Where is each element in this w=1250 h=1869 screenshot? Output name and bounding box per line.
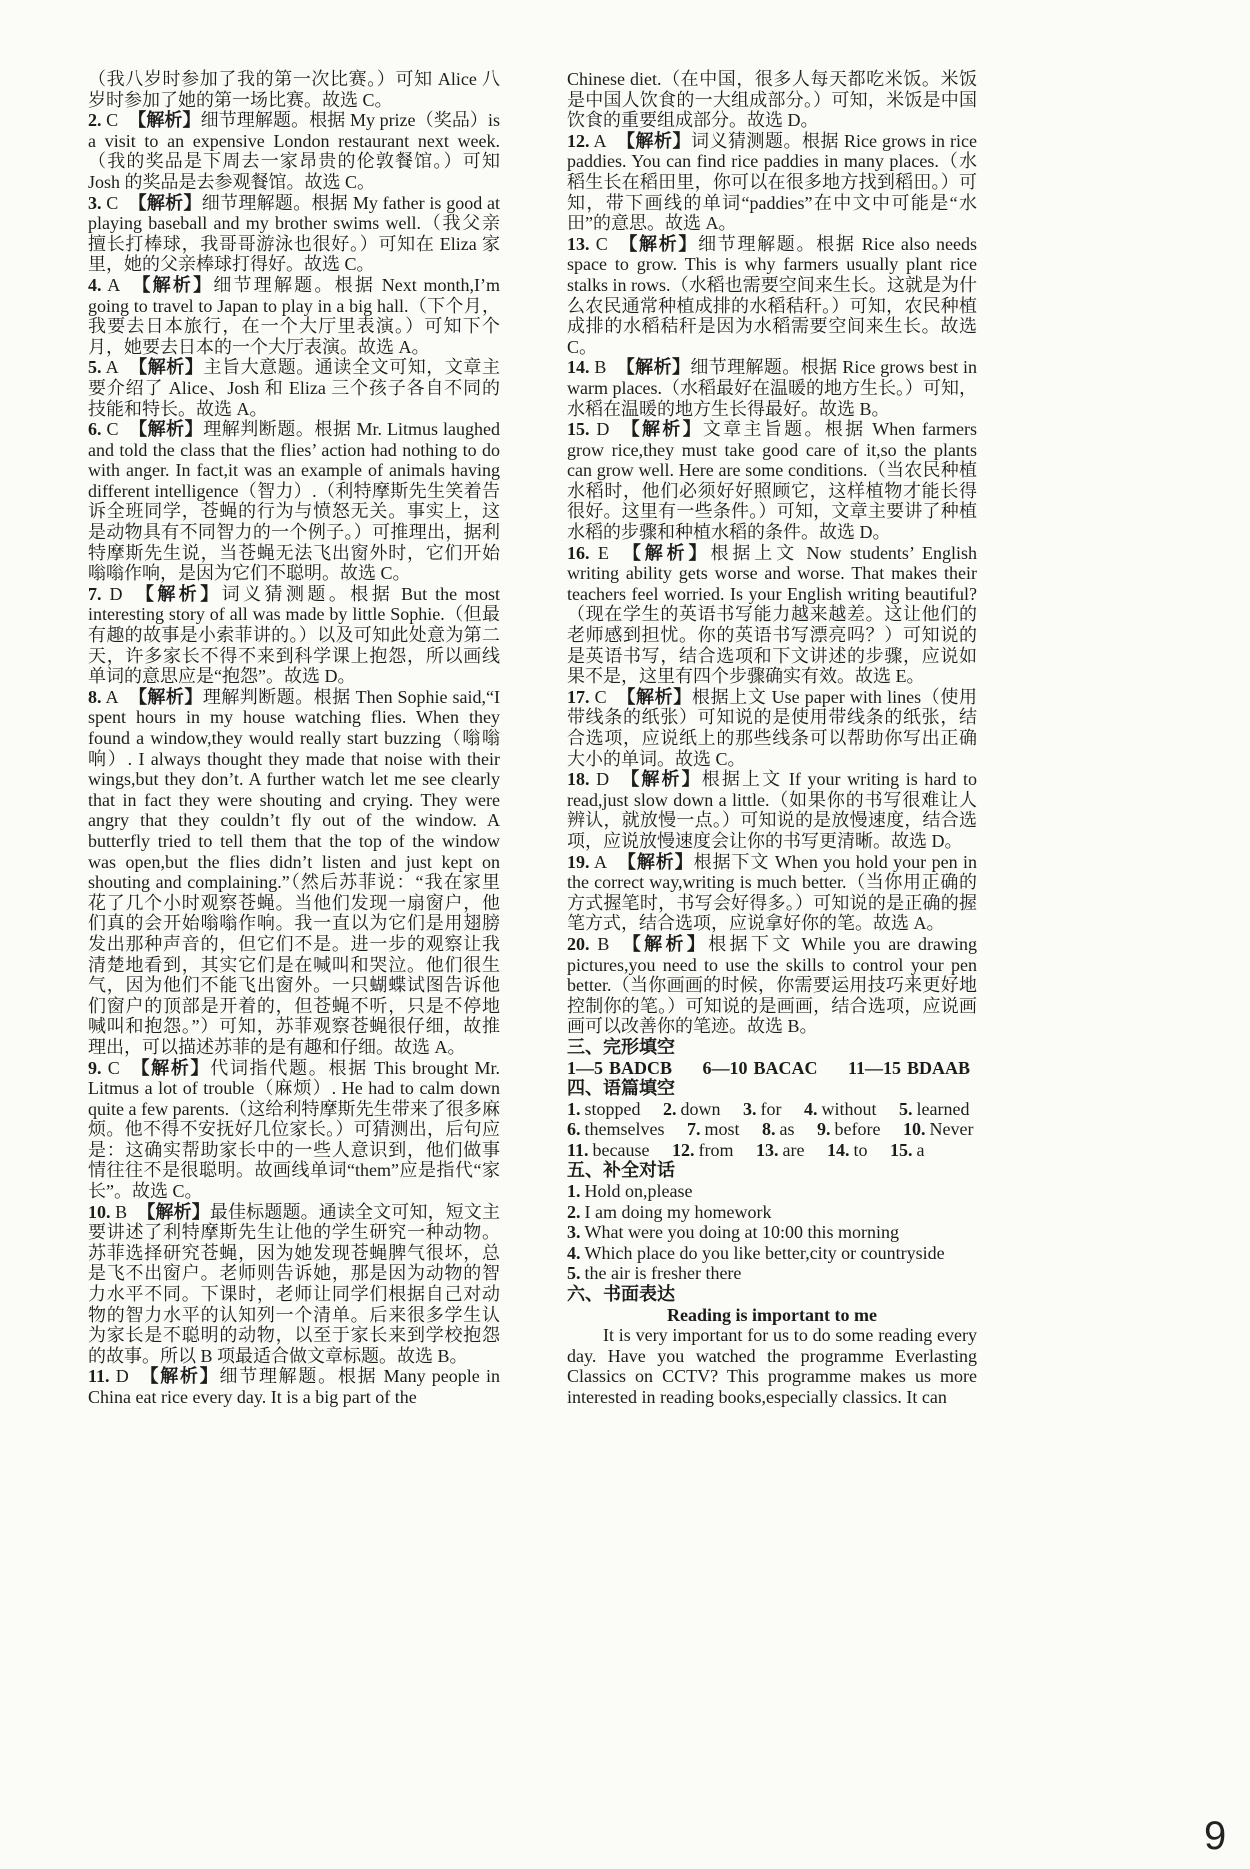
fill-answer [804, 1099, 877, 1119]
answer-item-16 [567, 543, 977, 687]
cloze-answers [567, 1058, 977, 1079]
item-number: 2. [88, 110, 102, 131]
analysis-tag: 【解析】 [128, 110, 201, 131]
analysis-tag: 【解析】 [618, 542, 711, 563]
fill-number: 14. [826, 1139, 850, 1160]
answer-item-8 [88, 687, 500, 1058]
item-answer: D [115, 1366, 129, 1387]
fill-answer [687, 1119, 740, 1139]
fill-number: 11. [567, 1139, 589, 1160]
analysis-text: 根据上文 If your writing is hard to read,just slow down a little.（如果你的书写很难让人辨认，就放慢一点。）可知说的是放慢速度，结合选项，应说放慢速度会让你的书写更清晰。故选 D。 [567, 769, 978, 851]
item-number: 17. [567, 686, 590, 707]
dialogue-number: 2. [567, 1201, 581, 1222]
analysis-tag: 【解析】 [619, 933, 709, 954]
analysis-tag: 【解析】 [616, 686, 692, 707]
fill-word: as [779, 1119, 795, 1140]
analysis-text: 根据下文 When you hold your pen in the correct way,writing is much better.（当你用正确的方式握笔时，书写会好得多。）可知说的是正确的握笔方式，结合选项，应说拿好你的笔。故选 A。 [567, 851, 978, 934]
item-answer: C [107, 1057, 120, 1078]
cloze-group [848, 1058, 970, 1078]
section-heading-cloze: 三、完形填空 [567, 1036, 675, 1057]
item-answer: C [594, 686, 607, 707]
dialogue-text: Hold on,please [584, 1181, 693, 1202]
answer-item-10 [88, 1202, 500, 1367]
analysis-tag: 【解析】 [128, 419, 204, 440]
answer-item-3 [88, 193, 500, 275]
fill-answer [890, 1140, 925, 1160]
analysis-tag: 【解析】 [138, 1366, 220, 1387]
answer-item-18 [567, 769, 977, 851]
fill-word: Never [929, 1119, 974, 1140]
fill-word: to [853, 1139, 868, 1160]
essay-title: Reading is important to me [667, 1304, 877, 1325]
dialogue-number: 3. [567, 1222, 581, 1243]
item-answer: B [597, 933, 610, 954]
analysis-tag: 【解析】 [128, 192, 202, 213]
item-number: 14. [567, 357, 590, 378]
continued-text: Chinese diet.（在中国，很多人每天都吃米饭。米饭是中国人饮食的一大组成部分。）可知，米饭是中国饮食的重要组成部分。故选 D。 [567, 69, 977, 131]
fill-number: 3. [743, 1098, 757, 1119]
fill-answer [672, 1140, 734, 1160]
dialogue-text: I am doing my homework [584, 1201, 772, 1222]
cloze-letters: BACAC [753, 1057, 818, 1078]
fill-number: 7. [686, 1119, 701, 1140]
item-answer: D [596, 419, 610, 440]
fill-word: from [698, 1139, 734, 1160]
analysis-text: 最佳标题题。通读全文可知，短文主要讲述了利特摩斯先生让他的学生研究一种动物。苏菲选择研究苍蝇，因为她发现苍蝇脾气很坏，总是飞不出窗户。老师则告诉她，那是因为动物的智力水平不同。下课时，老师让同学们根据自己对动物的智力水平的认知列一个清单。后来很多学生认为家长是不聪明的动物，以至于家长来到学校抱怨的故事。所以 B 项最适合做文章标题。故选 B。 [88, 1201, 501, 1366]
item-answer: B [115, 1201, 128, 1222]
analysis-text: 主旨大意题。通读全文可知，文章主要介绍了 Alice、Josh 和 Eliza 三个孩子各自不同的技能和特长。故选 A。 [88, 357, 500, 419]
item-number: 8. [88, 686, 102, 707]
dialogue-line [567, 1243, 977, 1264]
analysis-text: 理解判断题。根据 Then Sophie said,“I spent hours in my house watching flies. When they found a window,they would really start buzzing（嗡嗡响）. I always thought they made that noise with their wings,but they don’t. A further watch let me see clearly that in fact they were shouting and crying. They were angry that they couldn’t fly out of the window. A butterfly tried to tell them that the top of the window was open,but the flies didn’t listen and just kept on shouting and complaining.”（然后苏菲说：“我在家里花了几个小时观察苍蝇。当他们发现一扇窗户，他们真的会开始嗡嗡作响。我一直以为它们是用翅膀发出那种声音的，但它们不是。进一步的观察让我清楚地看到，其实它们是在喊叫和哭泣。他们很生气，因为他们不能飞出窗外。一只蝴蝶试图告诉他们窗户的顶部是开着的，但苍蝇不听，只是不停地喊叫和抱怨。”）可知，苏菲观察苍蝇很仔细，故推理出，可以描述苏菲的是有趣和仔细。故选 A。 [88, 686, 500, 1057]
cloze-range: 6—10 [702, 1057, 748, 1078]
analysis-text: 根据下文 While you are drawing pictures,you need to use the skills to control your pen better.（当你画画的时候，你需要运用技巧来更好地控制你的笔。）可知说的是画画，结合选项，应说画画可以改善你的笔迹。故选 B。 [567, 933, 978, 1037]
passage-fill-row [567, 1099, 977, 1120]
answer-item-17 [567, 687, 977, 769]
dialogue-number: 1. [567, 1181, 581, 1202]
item-answer: D [109, 583, 123, 604]
cloze-group [703, 1058, 818, 1078]
fill-answer [756, 1140, 804, 1160]
item-number: 7. [88, 583, 102, 604]
fill-word: learned [916, 1098, 970, 1119]
fill-answer [567, 1140, 649, 1160]
answer-item-2 [88, 110, 500, 192]
dialogue-line [567, 1222, 977, 1243]
analysis-text: 细节理解题。根据 Many people in China eat rice every day. It is a big part of the [88, 1366, 501, 1407]
analysis-text: 理解判断题。根据 Mr. Litmus laughed and told the class that the flies’ action had nothing to do with anger. In fact,it was an example of animals having different intelligence（智力）.（利特摩斯先生笑着告诉全班同学，苍蝇的行为与愤怒无关。事实上，这是动物具有不同智力的一个例子。）可推理出，据利特摩斯先生说，当苍蝇无法飞出窗外时，它们开始嗡嗡作响，是因为它们不聪明。故选 C。 [88, 419, 501, 584]
item-answer: B [594, 357, 607, 378]
item-answer: C [595, 233, 608, 254]
item-number: 12. [567, 130, 590, 151]
analysis-tag: 【解析】 [619, 419, 703, 440]
item-answer: A [593, 851, 607, 872]
analysis-text: 细节理解题。根据 My father is good at playing baseball and my brother swims well.（我父亲擅长打棒球，我哥哥游泳也很好。）可知在 Eliza 家里，她的父亲棒球打得好。故选 C。 [88, 192, 501, 275]
fill-number: 1. [567, 1098, 581, 1119]
dialogue-text: What were you doing at 10:00 this morning [584, 1222, 899, 1243]
analysis-text: 根据上文 Now students’ English writing ability gets worse and worse. That makes their teachers feel worried. Is your English writing beautiful?（现在学生的英语书写能力越来越差。这让他们的老师感到担忧。你的英语书写漂亮吗？）可知说的是英语书写，结合选项和下文讲述的步骤，应说如果不是，这里有四个步骤确实有效。故选 E。 [567, 542, 978, 687]
item-number: 5. [88, 357, 102, 378]
dialogue-text: the air is fresher there [584, 1263, 742, 1284]
fill-answer [827, 1140, 868, 1160]
item-number: 9. [88, 1057, 102, 1078]
fill-word: stopped [584, 1098, 641, 1119]
cloze-letters: BDAAB [907, 1057, 971, 1078]
continued-text: （我八岁时参加了我的第一次比赛。）可知 Alice 八岁时参加了她的第一场比赛。故选 C。 [88, 69, 500, 110]
analysis-tag: 【解析】 [130, 274, 214, 295]
fill-number: 8. [762, 1119, 776, 1140]
analysis-text: 词义猜测题。根据 But the most interesting story of all was made by little Sophie.（但最有趣的故事是小索菲讲的。）以及可知此处意为第二天，许多家长不得不来到科学课上抱怨，所以画线单词的意思应是“抱怨”。故选 D。 [88, 583, 501, 687]
fill-number: 15. [889, 1139, 913, 1160]
answer-item-13 [567, 234, 977, 358]
passage-fill-row [567, 1140, 977, 1161]
item-number: 10. [88, 1201, 111, 1222]
analysis-tag: 【解析】 [128, 357, 204, 378]
fill-number: 2. [663, 1098, 677, 1119]
analysis-text: 细节理解题。根据 Rice grows best in warm places.（水稻最好在温暖的地方生长。）可知，水稻在温暖的地方生长得最好。故选 B。 [567, 357, 978, 419]
item-answer: C [106, 192, 119, 213]
fill-word: for [760, 1098, 782, 1119]
answer-item-20 [567, 934, 977, 1037]
item-answer: C [106, 110, 119, 131]
analysis-text: 细节理解题。根据 My prize（奖品）is a visit to an expensive London restaurant next week.（我的奖品是下周去一家昂贵的伦敦餐馆。）可知 Josh 的奖品是去参观餐馆。故选 C。 [88, 110, 501, 192]
left-column [88, 69, 500, 1408]
cloze-letters: BADCB [609, 1057, 673, 1078]
fill-answer [762, 1119, 795, 1139]
item-number: 4. [88, 274, 102, 295]
dialogue-number: 4. [567, 1242, 581, 1263]
analysis-tag: 【解析】 [128, 686, 203, 707]
analysis-tag: 【解析】 [617, 233, 699, 254]
cloze-group [567, 1058, 672, 1078]
fill-word: because [592, 1139, 650, 1160]
analysis-tag: 【解析】 [129, 1057, 211, 1078]
section-heading-writing: 六、书面表达 [567, 1284, 675, 1305]
analysis-text: 细节理解题。根据 Rice also needs space to grow. This is why farmers usually plant rice stalks in rows.（水稻也需要空间来生长。这就是为什么农民通常种植成排的水稻秸秆。）可知，农民种植成排的水稻秸秆是因为水稻需要空间来生长。故选 C。 [567, 233, 978, 357]
analysis-text: 根据上文 Use paper with lines（使用带线条的纸张）可知说的是使用带线条的纸张，结合选项，应说纸上的那些线条可以帮助你写出正确大小的单词。故选 C。 [567, 686, 978, 769]
analysis-tag: 【解析】 [616, 357, 691, 378]
fill-word: down [680, 1098, 721, 1119]
essay-body: It is very important for us to do some reading every day. Have you watched the programme Everlasting Classics on CCTV? This programme makes us more interested in reading books,especially classics. It can [567, 1325, 977, 1407]
fill-answer [567, 1119, 664, 1139]
analysis-tag: 【解析】 [137, 1201, 210, 1222]
fill-word: are [782, 1139, 805, 1160]
analysis-text: 细节理解题。根据 Next month,I’m going to travel to Japan to play in a big hall.（下个月，我要去日本旅行，在一个大厅里表演。）可知下个月，她要去日本的一个大厅表演。故选 A。 [88, 274, 500, 357]
answer-item-19 [567, 852, 977, 934]
item-number: 3. [88, 192, 102, 213]
item-number: 15. [567, 419, 590, 440]
dialogue-line [567, 1263, 977, 1284]
fill-word: a [916, 1139, 925, 1160]
fill-number: 5. [899, 1098, 913, 1119]
answer-item-14 [567, 357, 977, 419]
page-number: 9 [1204, 1814, 1227, 1858]
fill-number: 6. [567, 1119, 581, 1140]
fill-answer [903, 1119, 973, 1139]
fill-answer [817, 1119, 880, 1139]
item-answer: A [107, 274, 121, 295]
analysis-tag: 【解析】 [616, 851, 694, 872]
analysis-tag: 【解析】 [616, 130, 692, 151]
analysis-text: 文章主旨题。根据 When farmers grow rice,they must take good care of it,so the plants can grow well. Here are some conditions.（当农民种植水稻时，他们必须好好照顾它，这样植物才能长得很好。这里有一些条件。）可知，文章主要讲了种植水稻的步骤和种植水稻的条件。故选 D。 [567, 419, 978, 543]
fill-word: most [704, 1119, 740, 1140]
item-number: 13. [567, 233, 590, 254]
fill-answer [567, 1099, 641, 1119]
analysis-tag: 【解析】 [132, 583, 222, 604]
cloze-range: 11—15 [848, 1057, 902, 1078]
fill-word: themselves [584, 1119, 665, 1140]
fill-number: 13. [755, 1139, 779, 1160]
answer-item-12 [567, 131, 977, 234]
item-number: 20. [567, 933, 590, 954]
dialogue-number: 5. [567, 1263, 581, 1284]
answer-item-15 [567, 419, 977, 543]
item-answer: A [105, 686, 119, 707]
right-column [567, 69, 977, 1408]
fill-number: 9. [817, 1119, 831, 1140]
item-number: 19. [567, 851, 590, 872]
dialogue-line [567, 1202, 977, 1223]
answer-item-4 [88, 275, 500, 357]
fill-word: before [834, 1119, 881, 1140]
fill-answer [663, 1099, 721, 1119]
fill-answer [899, 1099, 969, 1119]
answer-item-5 [88, 357, 500, 419]
answer-item-6 [88, 419, 500, 584]
item-answer: A [593, 130, 607, 151]
fill-number: 10. [902, 1119, 926, 1140]
answer-item-7 [88, 584, 500, 687]
item-number: 6. [88, 419, 102, 440]
dialogue-text: Which place do you like better,city or countryside [584, 1242, 945, 1263]
analysis-text: 词义猜测题。根据 Rice grows in rice paddies. You can find rice paddies in many places.（水稻生长在稻田里，你可以在很多地方找到稻田。）可知，带下画线的单词“paddies”在中文中可能是“水田”的意思。故选 A。 [567, 130, 977, 234]
fill-word: without [821, 1098, 877, 1119]
fill-number: 4. [804, 1098, 818, 1119]
item-answer: D [596, 769, 610, 790]
section-heading-dialogue: 五、补全对话 [567, 1160, 675, 1181]
answer-item-11 [88, 1366, 500, 1407]
fill-number: 12. [671, 1139, 695, 1160]
answer-item-9 [88, 1058, 500, 1202]
item-number: 11. [88, 1366, 110, 1387]
fill-answer [743, 1099, 782, 1119]
analysis-text: 代词指代题。根据 This brought Mr. Litmus a lot of trouble（麻烦）. He had to calm down quite a few parents.（这给利特摩斯先生带来了很多麻烦。他不得不安抚好几位家长。）可猜测出，后句应是：这确实帮助家长中的一些人意识到，他们做事情往往不是很聪明。故画线单词“them”应是指代“家长”。故选 C。 [88, 1057, 501, 1202]
section-heading-passage-fill: 四、语篇填空 [567, 1078, 675, 1099]
item-answer: C [106, 419, 119, 440]
item-answer: E [597, 542, 609, 563]
cloze-range: 1—5 [567, 1057, 603, 1078]
item-number: 16. [567, 542, 590, 563]
analysis-tag: 【解析】 [619, 769, 702, 790]
item-number: 18. [567, 769, 590, 790]
item-answer: A [105, 357, 119, 378]
dialogue-line [567, 1181, 977, 1202]
passage-fill-row [567, 1119, 977, 1140]
